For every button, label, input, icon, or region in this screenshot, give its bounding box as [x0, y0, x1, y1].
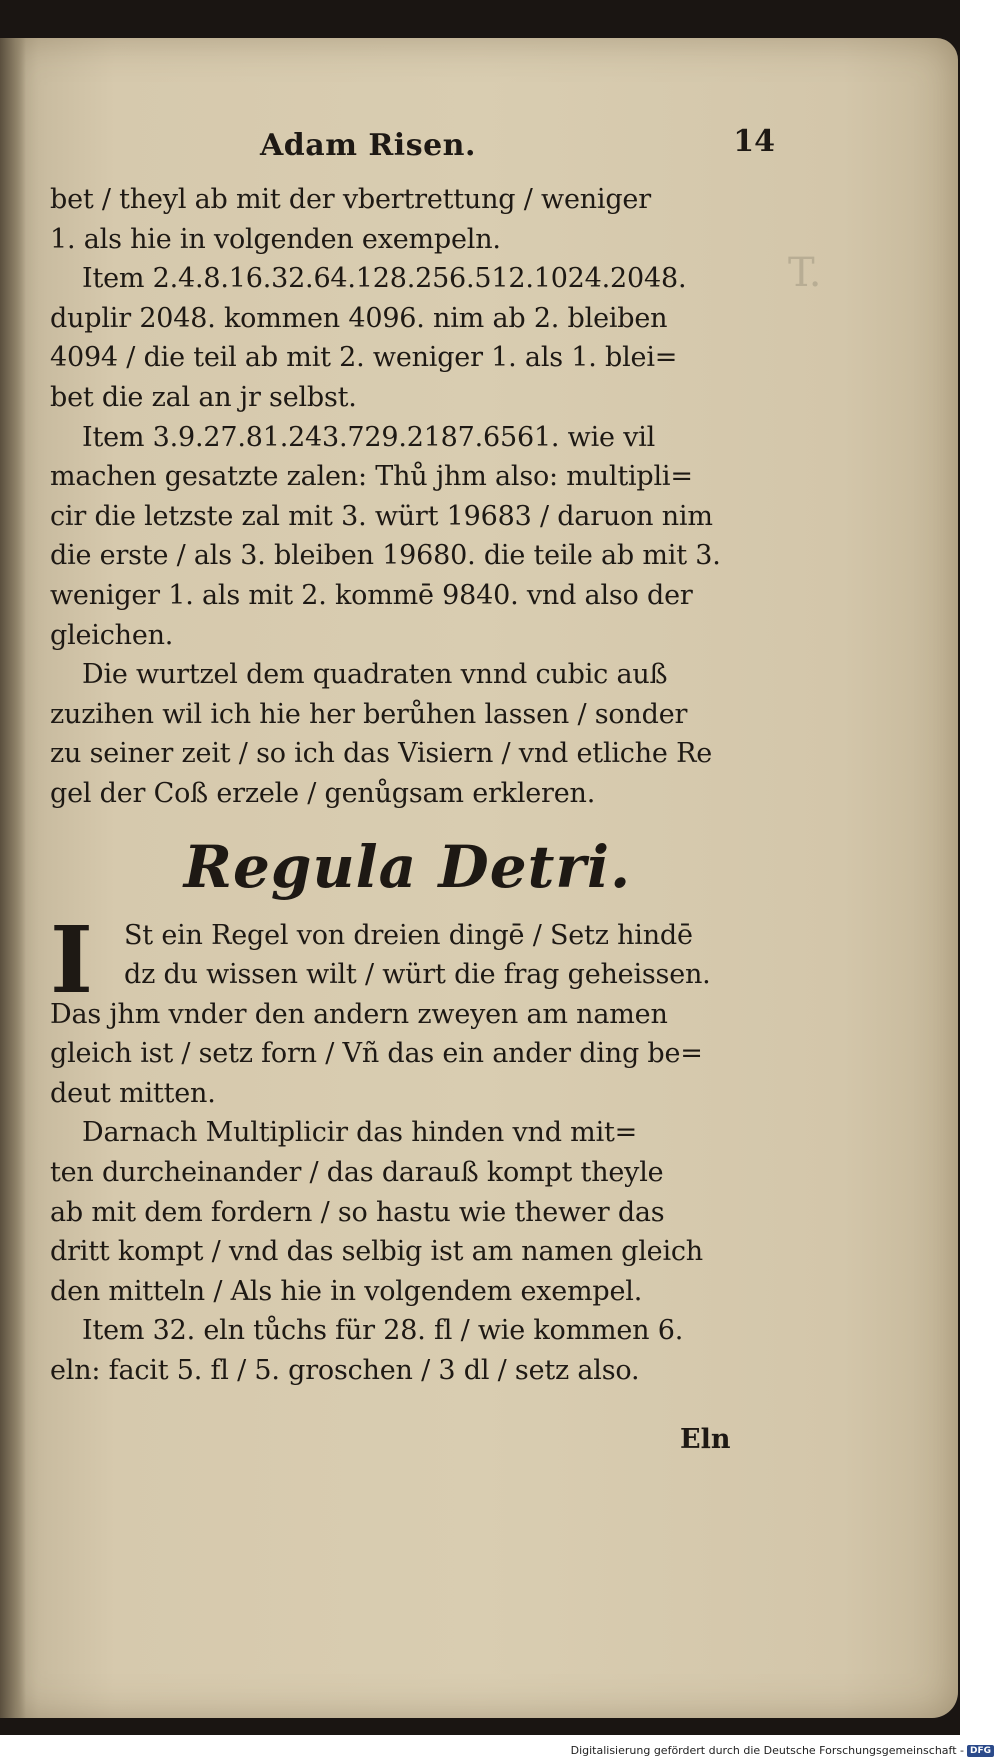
text-line: 4094 / die teil ab mit 2. weniger 1. als 1. blei=: [50, 342, 678, 374]
text-line: gel der Coß erzele / genůgsam erkleren.: [50, 777, 596, 809]
text-line: eln: facit 5. fl / 5. groschen / 3 dl / setz also.: [50, 1355, 640, 1387]
catchword: Eln: [680, 1424, 731, 1455]
text-line: die erste / als 3. bleiben 19680. die teile ab mit 3.: [50, 540, 721, 572]
text-line: Die wurtzel dem quadraten vnnd cubic auß: [82, 659, 668, 691]
text-line: duplir 2048. kommen 4096. nim ab 2. bleiben: [50, 302, 668, 334]
text-line: ten durcheinander / das darauß kompt theyle: [50, 1157, 664, 1189]
text-line: bet / theyl ab mit der vbertrettung / weniger: [50, 184, 651, 215]
running-head: [50, 124, 775, 180]
printed-text-block: [50, 124, 775, 1391]
text-line: St ein Regel von dreien dingē / Setz hindē: [124, 919, 693, 951]
paragraph-4: [50, 655, 765, 813]
section-heading: Regula Detri.: [183, 832, 632, 901]
text-line: machen gesatzte zalen: Thů jhm also: multipli=: [50, 461, 693, 493]
paragraph-2: [50, 259, 765, 417]
page-number: 14: [733, 124, 775, 159]
funding-footer: [571, 1744, 994, 1757]
text-line: den mitteln / Als hie in volgendem exempel.: [50, 1275, 643, 1307]
text-line: deut mitten.: [50, 1077, 216, 1109]
margin-mark: T.: [788, 250, 822, 296]
paragraph-5: [50, 905, 765, 1114]
paragraph-3: [50, 418, 765, 656]
text-line: ab mit dem fordern / so hastu wie thewer das: [50, 1196, 665, 1228]
text-line: Das jhm vnder den andern zweyen am namen: [50, 998, 668, 1030]
text-line: Darnach Multiplicir das hinden vnd mit=: [82, 1117, 638, 1149]
text-line: zu seiner zeit / so ich das Visiern / vnd etliche Re: [50, 738, 712, 770]
text-line: cir die letzste zal mit 3. würt 19683 / daruon nim: [50, 500, 713, 532]
text-line: Item 32. eln tůchs für 28. fl / wie kommen 6.: [82, 1315, 684, 1347]
running-head-title: Adam Risen.: [260, 128, 476, 163]
text-line: 1. als hie in volgenden exempeln.: [50, 223, 501, 255]
text-line: zuzihen wil ich hie her berůhen lassen / sonder: [50, 698, 688, 730]
text-line: dritt kompt / vnd das selbig ist am namen gleich: [50, 1236, 703, 1268]
paragraph-7: [50, 1311, 765, 1390]
footer-text: Digitalisierung gefördert durch die Deutsche Forschungsgemeinschaft -: [570, 1744, 964, 1757]
dfg-logo-icon: DFG: [967, 1745, 994, 1757]
text-line: Item 2.4.8.16.32.64.128.256.512.1024.2048.: [82, 263, 687, 295]
text-line: gleich ist / setz forn / Vñ das ein ander ding be=: [50, 1038, 703, 1070]
text-line: Item 3.9.27.81.243.729.2187.6561. wie vil: [82, 421, 656, 453]
page-gutter: [0, 38, 26, 1718]
text-line: gleichen.: [50, 619, 174, 651]
text-line: dz du wissen wilt / würt die frag geheissen.: [124, 959, 711, 991]
drop-cap: I: [50, 905, 94, 1014]
paragraph-1: [50, 180, 765, 259]
text-line: bet die zal an jr selbst.: [50, 381, 357, 413]
text-line: weniger 1. als mit 2. kommē 9840. vnd also der: [50, 579, 693, 611]
paragraph-6: [50, 1113, 765, 1311]
